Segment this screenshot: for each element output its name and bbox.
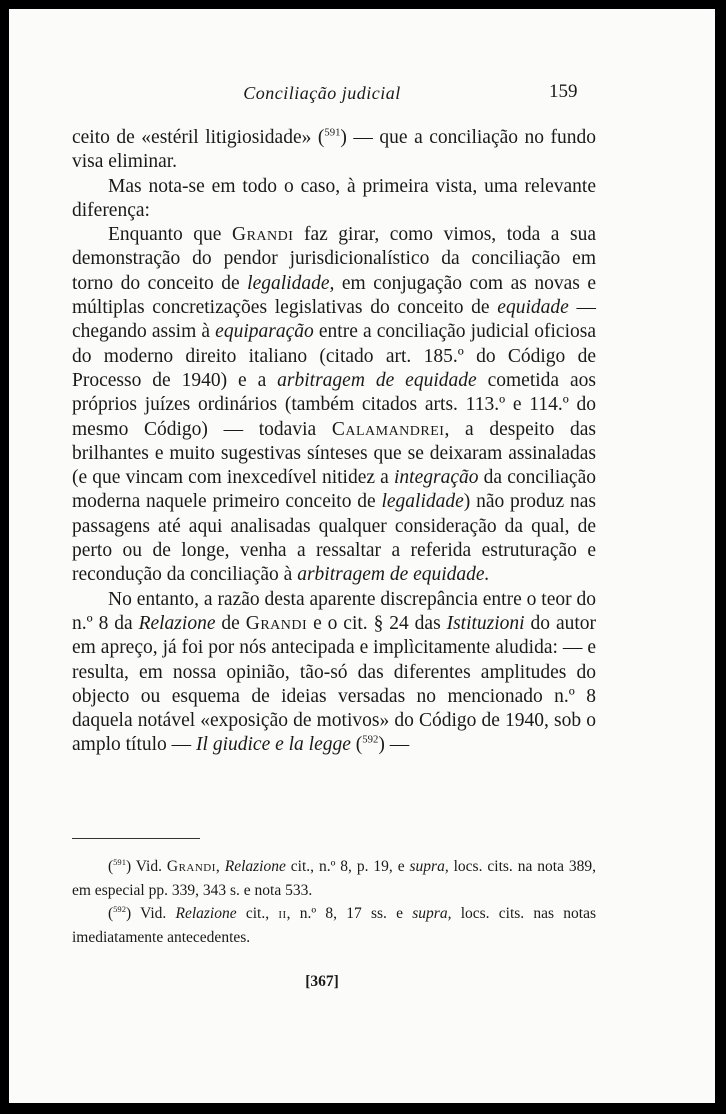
author-name: Grandi: [231, 224, 294, 246]
author-name: Grandi: [245, 612, 308, 634]
footnote-ref-592[interactable]: 592: [362, 733, 379, 746]
book-page: [9, 9, 715, 1103]
footnote-ref-591[interactable]: 591: [324, 126, 341, 139]
page-number: 159: [549, 81, 578, 102]
main-text: [72, 126, 596, 758]
footnote-592: ($^{592}$) Vid. Relazione cit., ii, n.º 8, 17 ss. e supra, locs. cits. nas notas imediatamente antecedentes.: [72, 903, 596, 946]
author-name: Calamandrei: [331, 418, 445, 440]
paragraph-4: No entanto, a razão desta aparente discrepância entre o teor do n.º 8 da Relazione de Grandi e o cit. § 24 das Istituzioni do autor em apreço, já foi por nós antecipada e implìcitamente aludida: — e resulta, em nossa opinião, tão-só das diferentes amplitudes do objecto ou esquema de ideias versadas no mencionado n.º 8 daquela notável «exposição de motivos» do Código de 1940, sob o amplo título — Il giudice e la legge ($^{592}$) —: [72, 588, 597, 756]
running-title: Conciliação judicial: [243, 83, 401, 103]
paragraph-1: ceito de «estéril litigiosidade» ($^{591}$) — que a conciliação no fundo visa eliminar.: [72, 126, 596, 173]
paragraph-2: Mas nota-se em todo o caso, à primeira vista, uma relevante diferença:: [72, 175, 596, 221]
footnote-divider: [72, 838, 200, 839]
paragraph-3: Enquanto que Grandi faz girar, como vimos, toda a sua demonstração do pendor jurisdicionalístico da conciliação em torno do conceito de legalidade, em conjugação com as novas e múltiplas concretizações legislativas do conceito de equidade — chegando assim à equiparação entre a conciliação judicial oficiosa do moderno direito italiano (citado art. 185.º do Código de Processo de 1940) e a arbitragem de equidade cometida aos próprios juízes ordinários (também citados arts. 113.º e 114.º do mesmo Código) — todavia Calamandrei, a despeito das brilhantes e muito sugestivas sínteses que se deixaram assinaladas (e que vincam com inexcedível nitidez a integração da conciliação moderna naquele primeiro conceito de legalidade) não produz nas passagens até aqui analisadas qualquer consideração da qual, de perto ou de longe, venha a ressaltar a referida estruturação e recondução da conciliação à arbitragem de equidade.: [72, 224, 596, 586]
folio-number: [367]: [305, 973, 339, 990]
footnote-591: ($^{591}$) Vid. Grandi, Relazione cit., n.º 8, p. 19, e supra, locs. cits. na nota 389, em especial pp. 339, 343 s. e nota 533.: [72, 856, 597, 899]
footnotes: [72, 855, 596, 949]
